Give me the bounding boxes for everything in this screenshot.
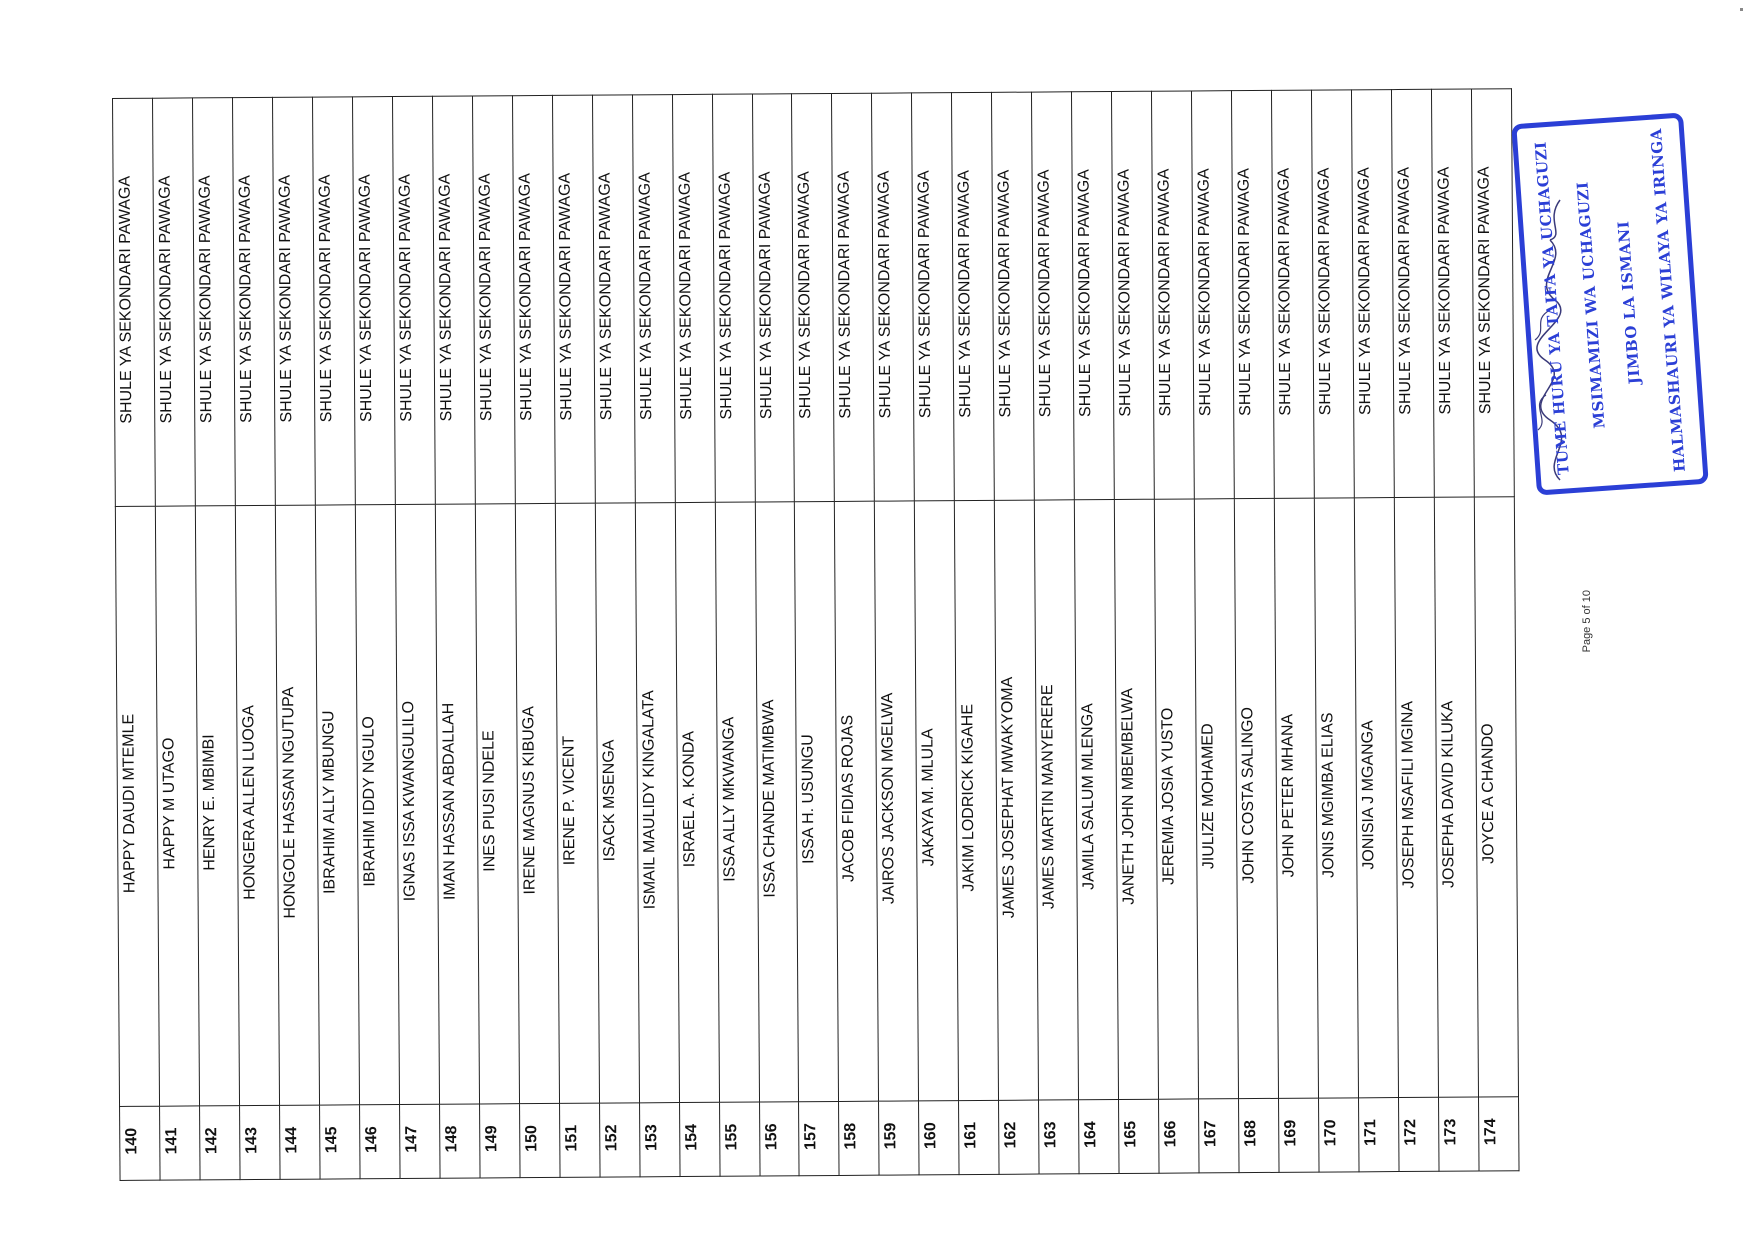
school-cell-text: SHULE YA SEKONDARI PAWAGA <box>676 171 695 420</box>
serial-number-cell <box>719 1102 759 1176</box>
school-cell-text: SHULE YA SEKONDARI PAWAGA <box>955 169 975 418</box>
candidate-name-cell-text: IRENE MAGNUS KIBUGA <box>519 706 539 895</box>
candidate-name-cell <box>1194 499 1238 1099</box>
serial-number-cell <box>1039 1100 1079 1174</box>
serial-number-cell-text: 146 <box>362 1126 381 1154</box>
candidate-name-cell-text: HENRY E. MBIMBI <box>200 734 219 872</box>
candidate-name-cell <box>835 501 879 1101</box>
serial-number-cell-text: 171 <box>1362 1119 1380 1147</box>
candidate-name-cell-text: ISSA CHANDE MATIMBWA <box>759 699 779 899</box>
school-cell <box>1192 91 1235 499</box>
candidate-name-cell-text: JOSEPH MSAFILI MGINA <box>1399 700 1418 889</box>
school-cell-text: SHULE YA SEKONDARI PAWAGA <box>156 175 176 424</box>
school-cell <box>272 97 315 505</box>
school-cell-text: SHULE YA SEKONDARI PAWAGA <box>516 172 535 421</box>
serial-number-cell-text: 170 <box>1322 1119 1340 1147</box>
candidate-name-cell-text: JANETH JOHN MBEMBELWA <box>1119 687 1138 905</box>
candidate-name-cell <box>475 504 519 1104</box>
school-cell-text: SHULE YA SEKONDARI PAWAGA <box>1075 168 1095 417</box>
school-cell-text: SHULE YA SEKONDARI PAWAGA <box>236 174 256 423</box>
candidate-name-cell <box>275 505 319 1105</box>
serial-number-cell <box>1159 1099 1199 1173</box>
school-cell-text: SHULE YA SEKONDARI PAWAGA <box>116 175 136 424</box>
school-cell-text: SHULE YA SEKONDARI PAWAGA <box>1235 167 1255 416</box>
scan-mark <box>1740 8 1743 11</box>
serial-number-cell <box>1279 1098 1319 1172</box>
candidate-name-cell-text: JOHN PETER MHANA <box>1279 713 1298 878</box>
school-cell-text: SHULE YA SEKONDARI PAWAGA <box>636 171 655 420</box>
serial-number-cell <box>239 1105 279 1179</box>
candidate-name-cell-text: IBRAHIM IDDY NGULO <box>360 716 379 887</box>
candidate-name-cell-text: JACOB FIDIAS ROJAS <box>839 714 858 882</box>
serial-number-cell-text: 151 <box>562 1124 581 1152</box>
candidate-name-cell-text: JAMILA SALUM MLENGA <box>1079 703 1098 891</box>
school-cell <box>592 95 635 503</box>
school-cell-text: SHULE YA SEKONDARI PAWAGA <box>316 174 336 422</box>
school-cell-text: SHULE YA SEKONDARI PAWAGA <box>1475 165 1495 414</box>
serial-number-cell-text: 155 <box>722 1123 740 1151</box>
serial-number-cell-text: 158 <box>842 1122 860 1150</box>
serial-number-cell-text: 149 <box>482 1125 501 1153</box>
school-cell-text: SHULE YA SEKONDARI PAWAGA <box>356 173 376 422</box>
school-cell-text: SHULE YA SEKONDARI PAWAGA <box>436 173 456 422</box>
serial-number-cell-text: 169 <box>1282 1119 1300 1147</box>
candidate-name-cell <box>435 504 479 1104</box>
serial-number-cell-text: 173 <box>1442 1118 1460 1146</box>
school-cell-text: SHULE YA SEKONDARI PAWAGA <box>1115 168 1135 417</box>
serial-number-cell-text: 153 <box>642 1124 660 1152</box>
serial-number-cell <box>1478 1097 1519 1171</box>
school-cell <box>552 95 595 503</box>
school-cell <box>712 94 755 502</box>
candidate-register-table <box>112 88 1520 1181</box>
school-cell-text: SHULE YA SEKONDARI PAWAGA <box>1155 168 1175 417</box>
school-cell <box>432 96 475 504</box>
candidate-name-cell-text: JOSEPHA DAVID KILUKA <box>1439 700 1458 888</box>
candidate-name-cell <box>875 501 919 1101</box>
serial-number-cell <box>120 1106 160 1180</box>
school-cell-text: SHULE YA SEKONDARI PAWAGA <box>1315 167 1335 415</box>
school-cell <box>1391 89 1434 497</box>
school-cell-text: SHULE YA SEKONDARI PAWAGA <box>476 172 495 421</box>
school-cell <box>472 96 515 504</box>
candidate-name-cell-text: IBRAHIM ALLY MBUNGU <box>320 710 339 894</box>
candidate-name-cell <box>155 506 199 1106</box>
serial-number-cell-text: 162 <box>1002 1121 1020 1149</box>
candidate-name-cell-text: JEREMIA JOSIA YUSTO <box>1159 707 1178 885</box>
serial-number-cell-text: 156 <box>762 1123 780 1151</box>
candidate-name-cell <box>1075 500 1119 1100</box>
school-cell <box>672 94 715 502</box>
school-cell <box>312 97 355 505</box>
school-cell <box>1072 92 1115 500</box>
school-cell-text: SHULE YA SEKONDARI PAWAGA <box>756 170 775 419</box>
serial-number-cell <box>160 1106 200 1180</box>
serial-number-cell-text: 164 <box>1082 1121 1100 1149</box>
school-cell-text: SHULE YA SEKONDARI PAWAGA <box>556 172 575 421</box>
serial-number-cell-text: 152 <box>602 1124 620 1152</box>
serial-number-cell <box>1319 1098 1359 1172</box>
candidate-name-cell-text: JONISIA J MGANGA <box>1359 720 1378 870</box>
candidate-name-cell-text: JAMES JOSEPHAT MWAKYOMA <box>999 676 1019 919</box>
serial-number-cell <box>959 1100 999 1174</box>
serial-number-cell <box>639 1103 679 1177</box>
school-cell <box>872 93 915 501</box>
serial-number-cell-text: 141 <box>163 1127 181 1155</box>
serial-number-cell <box>399 1104 439 1178</box>
school-cell <box>1471 89 1514 497</box>
candidate-name-cell <box>355 505 399 1105</box>
serial-number-cell <box>1199 1099 1239 1173</box>
candidate-name-cell <box>595 503 639 1103</box>
serial-number-cell-text: 161 <box>962 1122 980 1149</box>
school-cell <box>1312 90 1355 498</box>
school-cell <box>512 95 555 503</box>
school-cell <box>992 92 1035 500</box>
candidate-name-cell <box>635 503 679 1103</box>
school-cell-text: SHULE YA SEKONDARI PAWAGA <box>995 169 1015 418</box>
school-cell-text: SHULE YA SEKONDARI PAWAGA <box>835 170 855 419</box>
school-cell <box>752 94 795 502</box>
row-number <box>120 1097 1519 1181</box>
school-cell <box>952 92 995 500</box>
school-cell-text: SHULE YA SEKONDARI PAWAGA <box>596 172 615 421</box>
serial-number-cell-text: 166 <box>1162 1120 1180 1148</box>
serial-number-cell <box>999 1100 1039 1174</box>
candidate-name-cell-text: JAKAYA M. MLULA <box>919 728 938 867</box>
school-cell <box>1152 91 1195 499</box>
serial-number-cell <box>1399 1097 1439 1171</box>
candidate-name-cell-text: ISMAIL MAULIDY KINGALATA <box>639 690 659 910</box>
serial-number-cell <box>559 1103 599 1177</box>
serial-number-cell-text: 154 <box>682 1124 700 1151</box>
serial-number-cell-text: 150 <box>522 1125 541 1152</box>
stamp-line-1: TUME HURU YA TAIFA YA UCHAGUZI <box>1531 140 1574 476</box>
candidate-name-cell-text: ISSA H. USUNGU <box>799 733 818 864</box>
candidate-name-cell <box>715 502 759 1102</box>
candidate-name-cell-text: JAKIM LODRICK KIGAHE <box>959 703 978 892</box>
candidate-name-cell <box>395 504 439 1104</box>
page-number: Page 5 of 10 <box>1581 590 1593 653</box>
stamp-line-4: HALMASHAURI YA WILAYA YA IRINGA <box>1646 127 1689 473</box>
school-cell <box>1272 90 1315 498</box>
serial-number-cell-text: 160 <box>922 1122 940 1150</box>
serial-number-cell-text: 145 <box>323 1126 341 1154</box>
stamp-line-2: MSIMAMIZI WA UCHAGUZI <box>1573 181 1609 430</box>
serial-number-cell <box>679 1102 719 1176</box>
serial-number-cell-text: 172 <box>1402 1119 1420 1146</box>
serial-number-cell <box>599 1103 639 1177</box>
school-cell <box>832 93 875 501</box>
candidate-name-cell <box>315 505 359 1105</box>
school-cell-text: SHULE YA SEKONDARI PAWAGA <box>1035 169 1055 417</box>
official-stamp <box>1511 112 1709 495</box>
candidate-name-cell <box>1314 498 1358 1098</box>
serial-number-cell <box>359 1105 399 1179</box>
candidate-name-cell <box>675 502 719 1102</box>
school-cell-text: SHULE YA SEKONDARI PAWAGA <box>1355 166 1375 415</box>
serial-number-cell-text: 157 <box>802 1123 820 1151</box>
candidate-name-cell <box>1115 499 1159 1099</box>
serial-number-cell-text: 168 <box>1242 1120 1260 1147</box>
serial-number-cell-text: 143 <box>243 1127 261 1154</box>
school-cell <box>792 93 835 501</box>
serial-number-cell <box>759 1102 799 1176</box>
serial-number-cell <box>279 1105 319 1179</box>
serial-number-cell <box>1119 1099 1159 1173</box>
school-cell-text: SHULE YA SEKONDARI PAWAGA <box>1435 166 1455 415</box>
school-cell <box>113 98 156 506</box>
candidate-name-cell-text: HAPPY M UTAGO <box>160 737 179 870</box>
school-cell <box>232 97 275 505</box>
school-cell-text: SHULE YA SEKONDARI PAWAGA <box>196 174 216 423</box>
school-cell-text: SHULE YA SEKONDARI PAWAGA <box>795 170 815 419</box>
candidate-name-cell <box>915 501 959 1101</box>
school-cell <box>1112 91 1155 499</box>
school-cell <box>1032 92 1075 500</box>
school-cell-text: SHULE YA SEKONDARI PAWAGA <box>1195 167 1215 416</box>
school-cell-text: SHULE YA SEKONDARI PAWAGA <box>1395 166 1415 415</box>
school-cell-text: SHULE YA SEKONDARI PAWAGA <box>1275 167 1295 416</box>
school-cell-text: SHULE YA SEKONDARI PAWAGA <box>396 173 416 422</box>
school-cell <box>912 93 955 501</box>
candidate-name-cell <box>1234 498 1278 1098</box>
serial-number-cell-text: 147 <box>402 1126 421 1153</box>
school-cell-text: SHULE YA SEKONDARI PAWAGA <box>276 174 296 423</box>
serial-number-cell-text: 140 <box>123 1127 141 1155</box>
serial-number-cell <box>919 1101 959 1175</box>
serial-number-cell-text: 142 <box>203 1127 221 1155</box>
candidate-name-cell <box>115 506 159 1106</box>
candidate-name-cell <box>195 506 239 1106</box>
candidate-name-cell-text: JONIS MGIMBA ELIAS <box>1319 712 1338 878</box>
candidate-name-cell-text: IRENE P. VICENT <box>560 735 579 866</box>
candidate-name-cell <box>755 502 799 1102</box>
serial-number-cell <box>439 1104 479 1178</box>
candidate-name-cell <box>1474 497 1518 1097</box>
serial-number-cell-text: 144 <box>283 1126 301 1154</box>
candidate-name-cell <box>1155 499 1199 1099</box>
candidate-name-cell <box>1394 497 1438 1097</box>
school-cell-text: SHULE YA SEKONDARI PAWAGA <box>716 171 735 420</box>
candidate-name-cell-text: HONGOLE HASSAN NGUTUPA <box>279 686 299 919</box>
candidate-name-cell-text: JAIROS JACKSON MGELWA <box>879 692 899 904</box>
candidate-name-cell-text: JIULIZE MOHAMED <box>1199 722 1218 869</box>
serial-number-cell <box>199 1106 239 1180</box>
candidate-name-cell-text: ISSA ALLY MKWANGA <box>719 716 739 882</box>
serial-number-cell <box>879 1101 919 1175</box>
school-cell <box>152 98 195 506</box>
school-cell <box>1352 90 1395 498</box>
serial-number-cell <box>799 1101 839 1175</box>
school-cell <box>1232 90 1275 498</box>
candidate-name-cell <box>1354 498 1398 1098</box>
school-cell <box>1431 89 1474 497</box>
school-cell <box>632 95 675 503</box>
candidate-name-cell <box>515 503 559 1103</box>
school-cell <box>192 98 235 506</box>
serial-number-cell <box>319 1105 359 1179</box>
candidate-name-cell <box>795 501 839 1101</box>
row-school <box>113 89 1515 507</box>
school-cell <box>392 96 435 504</box>
candidate-name-cell-text: IMAN HASSAN ABDALLAH <box>439 702 459 900</box>
serial-number-cell-text: 148 <box>442 1125 461 1153</box>
serial-number-cell-text: 159 <box>882 1122 900 1150</box>
candidate-name-cell-text: ISACK MSENGA <box>600 739 618 862</box>
candidate-name-cell <box>955 500 999 1100</box>
candidate-name-cell-text: IGNAS ISSA KWANGULILO <box>400 701 419 902</box>
stamp-line-3: JIMBO LA ISMANI <box>1614 220 1644 385</box>
candidate-name-cell-text: JOHN COSTA SALINGO <box>1239 707 1258 884</box>
candidate-name-cell <box>555 503 599 1103</box>
serial-number-cell-text: 165 <box>1122 1120 1140 1148</box>
candidate-name-cell <box>1434 497 1478 1097</box>
serial-number-cell <box>1239 1098 1279 1172</box>
school-cell-text: SHULE YA SEKONDARI PAWAGA <box>915 169 935 418</box>
school-cell <box>352 97 395 505</box>
candidate-name-cell-text: JOYCE A CHANDO <box>1479 723 1498 865</box>
serial-number-cell-text: 174 <box>1482 1118 1500 1146</box>
serial-number-cell <box>1359 1098 1399 1172</box>
serial-number-cell-text: 163 <box>1042 1121 1060 1149</box>
row-name <box>115 497 1518 1107</box>
serial-number-cell <box>1079 1099 1119 1173</box>
candidate-name-cell <box>995 500 1039 1100</box>
candidate-name-cell <box>1035 500 1079 1100</box>
serial-number-cell <box>839 1101 879 1175</box>
serial-number-cell <box>479 1104 519 1178</box>
candidate-name-cell-text: ISRAEL A. KONDA <box>679 731 698 868</box>
candidate-name-cell <box>235 505 279 1105</box>
serial-number-cell-text: 167 <box>1202 1120 1220 1148</box>
candidate-name-cell <box>1274 498 1318 1098</box>
serial-number-cell <box>519 1103 559 1177</box>
candidate-name-cell-text: HONGERA ALLEN LUOGA <box>240 705 259 900</box>
school-cell-text: SHULE YA SEKONDARI PAWAGA <box>875 170 895 419</box>
candidate-name-cell-text: JAMES MARTIN MANYERERE <box>1039 684 1058 910</box>
candidate-name-cell-text: INES PIUSI NDELE <box>480 730 499 872</box>
candidate-name-cell-text: HAPPY DAUDI MTEMLE <box>120 713 139 894</box>
serial-number-cell <box>1438 1097 1478 1171</box>
